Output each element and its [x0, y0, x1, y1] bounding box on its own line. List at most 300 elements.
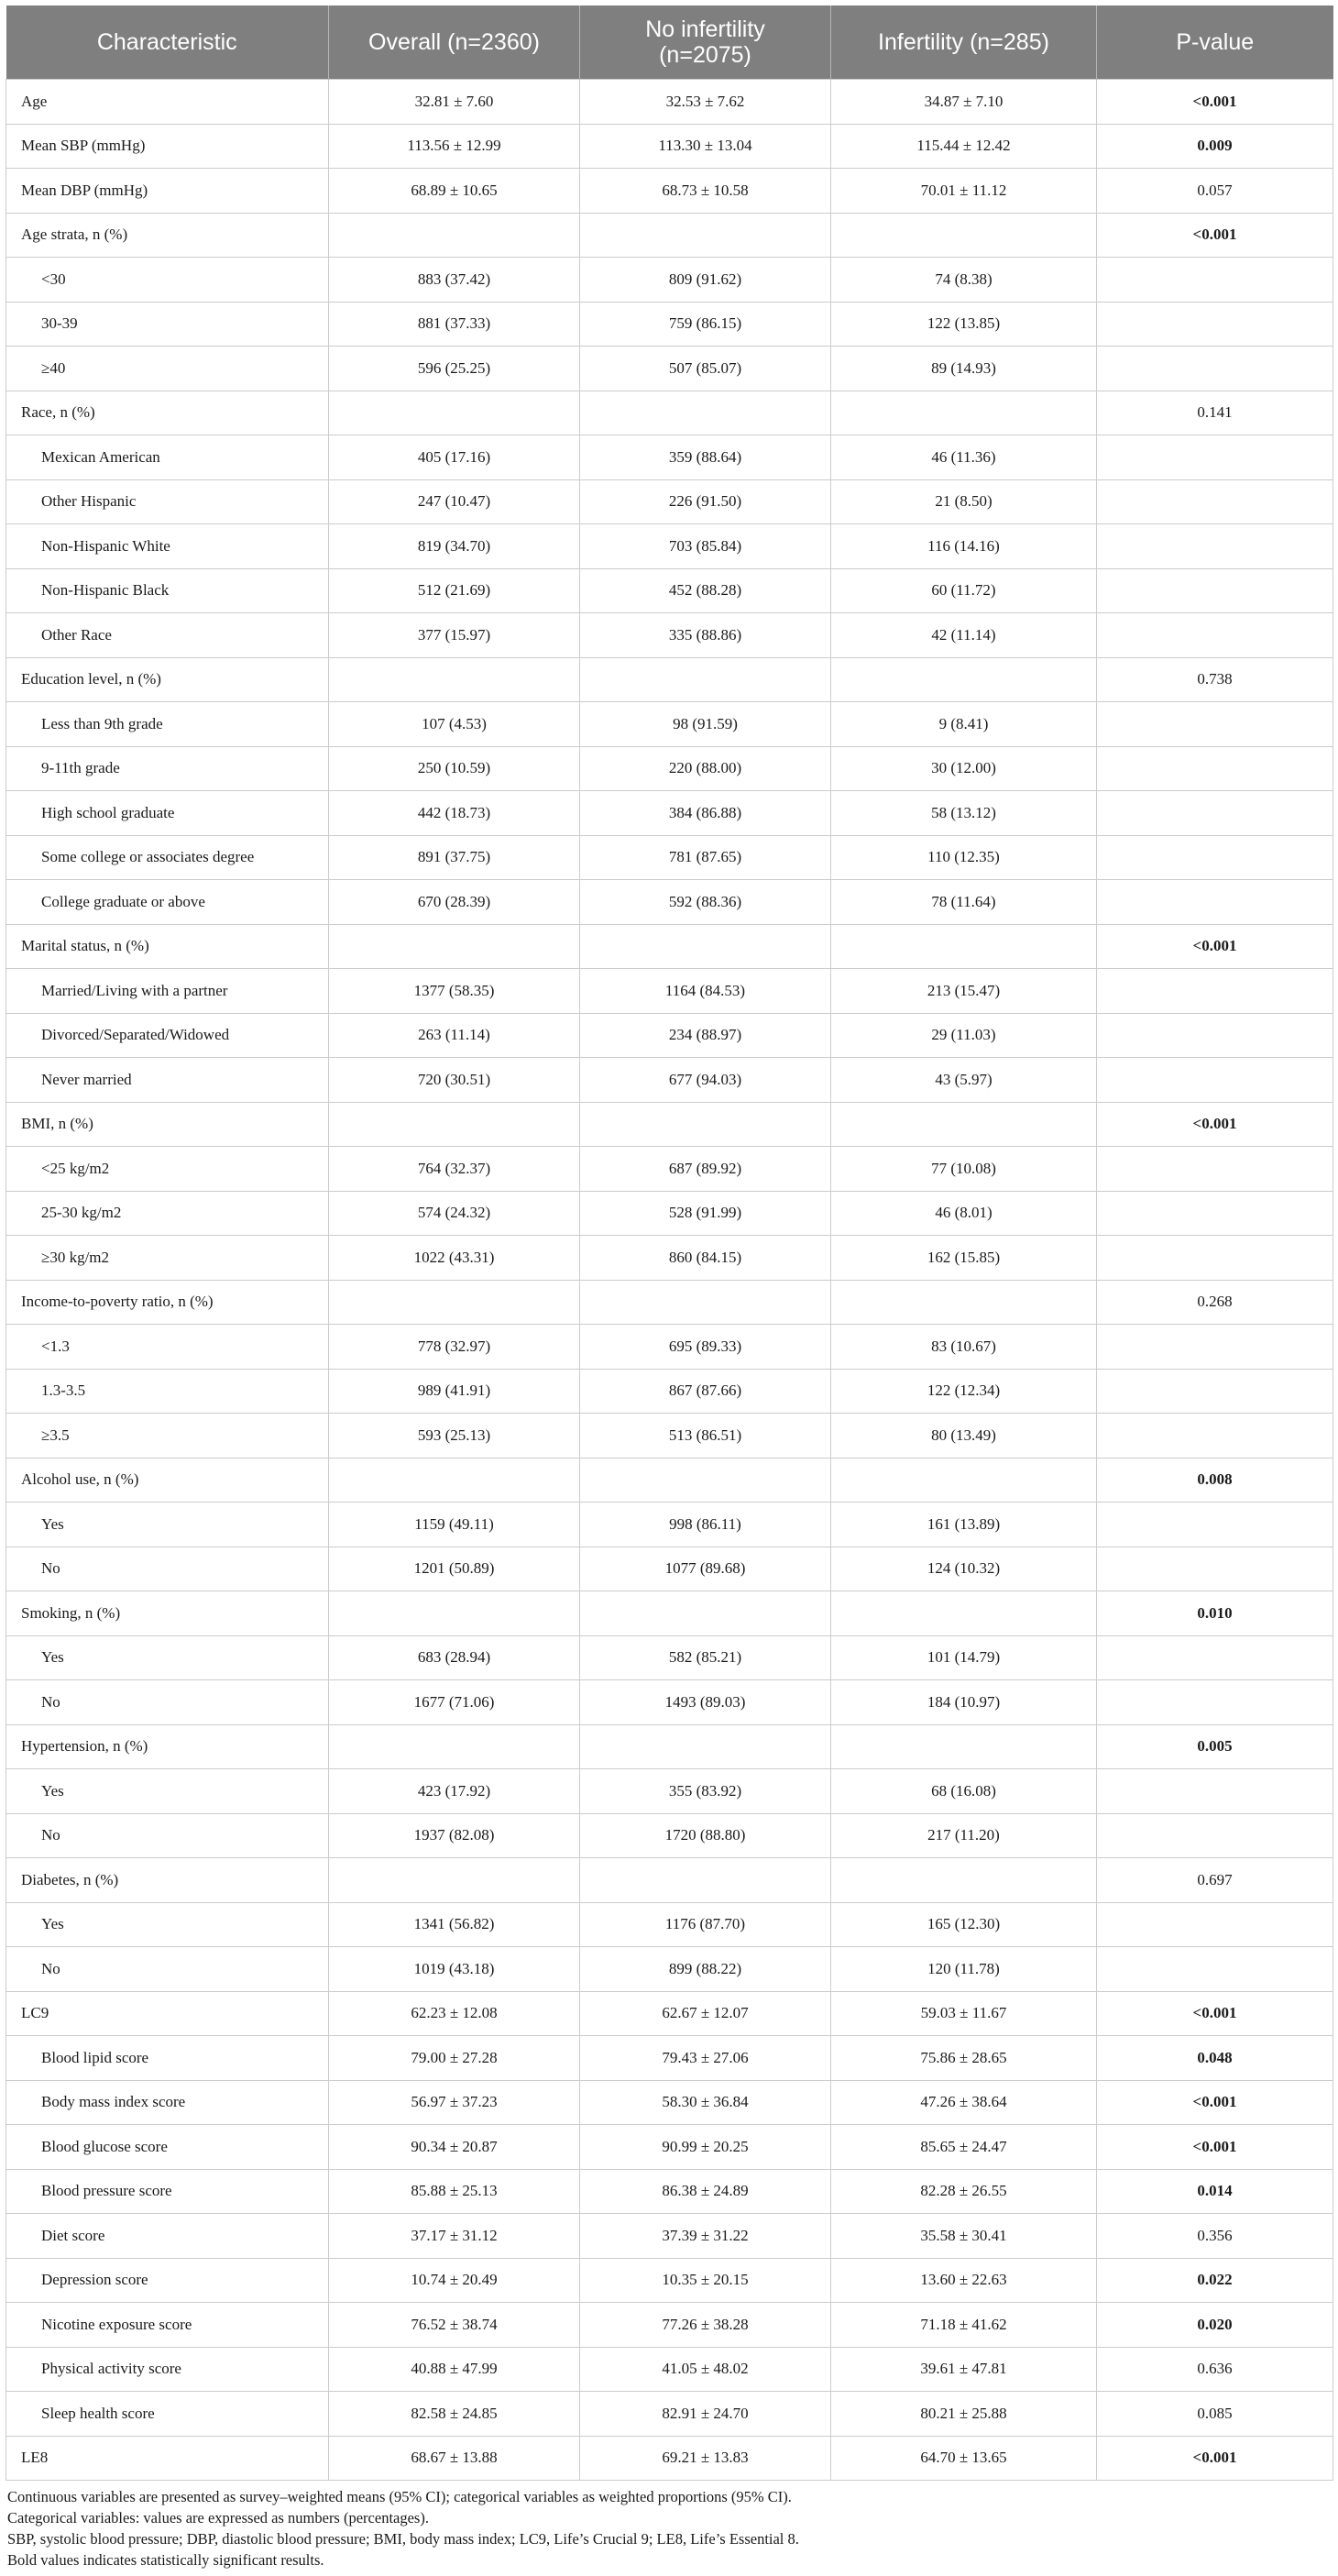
cell-no-infertility: 384 (86.88) [580, 791, 831, 836]
header-p-value: P-value [1097, 6, 1333, 80]
cell-no-infertility: 98 (91.59) [580, 702, 831, 747]
cell-infertility: 122 (12.34) [831, 1369, 1097, 1414]
row-label: Yes [6, 1769, 329, 1814]
row-label: College graduate or above [6, 880, 329, 925]
cell-overall: 68.89 ± 10.65 [329, 169, 580, 214]
cell-infertility [831, 657, 1097, 702]
row-label: 9-11th grade [6, 746, 329, 791]
table-row [6, 435, 1333, 480]
table-row [6, 1236, 1333, 1281]
cell-no-infertility: 687 (89.92) [580, 1147, 831, 1192]
cell-p-value: <0.001 [1097, 2436, 1333, 2481]
cell-p-value: 0.697 [1097, 1858, 1333, 1903]
row-label: Yes [6, 1902, 329, 1947]
cell-infertility [831, 924, 1097, 969]
cell-p-value [1097, 302, 1333, 347]
cell-no-infertility: 677 (94.03) [580, 1058, 831, 1103]
cell-no-infertility [580, 924, 831, 969]
cell-overall: 76.52 ± 38.74 [329, 2303, 580, 2348]
table-row [6, 1635, 1333, 1680]
cell-overall: 819 (34.70) [329, 524, 580, 569]
table-row [6, 791, 1333, 836]
row-label: Age strata, n (%) [6, 213, 329, 258]
cell-infertility [831, 1591, 1097, 1636]
row-label: Physical activity score [6, 2347, 329, 2392]
cell-no-infertility [580, 1724, 831, 1769]
table-row [6, 1902, 1333, 1947]
cell-p-value [1097, 479, 1333, 524]
cell-infertility [831, 1102, 1097, 1147]
row-label: Body mass index score [6, 2080, 329, 2125]
row-label: No [6, 1547, 329, 1591]
cell-infertility: 82.28 ± 26.55 [831, 2169, 1097, 2214]
cell-no-infertility [580, 1102, 831, 1147]
row-label: LC9 [6, 1991, 329, 2036]
cell-overall: 1937 (82.08) [329, 1813, 580, 1858]
cell-no-infertility: 998 (86.11) [580, 1503, 831, 1547]
table-row [6, 702, 1333, 747]
cell-p-value: 0.141 [1097, 391, 1333, 435]
row-label: Non-Hispanic White [6, 524, 329, 569]
cell-p-value [1097, 1236, 1333, 1281]
cell-no-infertility: 62.67 ± 12.07 [580, 1991, 831, 2036]
cell-infertility: 9 (8.41) [831, 702, 1097, 747]
row-label: ≥30 kg/m2 [6, 1236, 329, 1281]
table-row [6, 1147, 1333, 1192]
cell-no-infertility: 86.38 ± 24.89 [580, 2169, 831, 2214]
table-row [6, 80, 1333, 125]
cell-p-value: 0.048 [1097, 2036, 1333, 2081]
row-label: Hypertension, n (%) [6, 1724, 329, 1769]
cell-infertility: 217 (11.20) [831, 1813, 1097, 1858]
cell-infertility: 101 (14.79) [831, 1635, 1097, 1680]
cell-overall: 989 (41.91) [329, 1369, 580, 1414]
table-row [6, 657, 1333, 702]
cell-overall: 32.81 ± 7.60 [329, 80, 580, 125]
row-label: Blood lipid score [6, 2036, 329, 2081]
row-label: No [6, 1947, 329, 1992]
cell-no-infertility: 513 (86.51) [580, 1414, 831, 1459]
cell-overall: 56.97 ± 37.23 [329, 2080, 580, 2125]
cell-overall: 1341 (56.82) [329, 1902, 580, 1947]
footnote-line: Categorical variables: values are expressed as numbers (percentages). [7, 2509, 429, 2526]
cell-overall: 1201 (50.89) [329, 1547, 580, 1591]
cell-overall: 593 (25.13) [329, 1414, 580, 1459]
cell-p-value [1097, 1414, 1333, 1459]
cell-p-value [1097, 1813, 1333, 1858]
table-row [6, 1013, 1333, 1058]
cell-no-infertility: 41.05 ± 48.02 [580, 2347, 831, 2392]
cell-infertility: 59.03 ± 11.67 [831, 1991, 1097, 2036]
cell-no-infertility: 69.21 ± 13.83 [580, 2436, 831, 2481]
cell-overall: 891 (37.75) [329, 835, 580, 880]
table-row [6, 1458, 1333, 1503]
row-label: ≥40 [6, 347, 329, 391]
row-label: Yes [6, 1635, 329, 1680]
table-row [6, 1280, 1333, 1325]
cell-p-value [1097, 1769, 1333, 1814]
cell-infertility: 78 (11.64) [831, 880, 1097, 925]
cell-infertility: 165 (12.30) [831, 1902, 1097, 1947]
header-infertility: Infertility (n=285) [831, 6, 1097, 80]
cell-overall [329, 1724, 580, 1769]
cell-infertility: 71.18 ± 41.62 [831, 2303, 1097, 2348]
table-row [6, 2347, 1333, 2392]
row-label: Some college or associates degree [6, 835, 329, 880]
footnote-line: Continuous variables are presented as survey–weighted means (95% CI); categorical variables as weighted proportions (95% CI). [7, 2488, 792, 2505]
table-row [6, 1858, 1333, 1903]
row-label: Divorced/Separated/Widowed [6, 1013, 329, 1058]
cell-p-value [1097, 1325, 1333, 1370]
table-row [6, 213, 1333, 258]
cell-infertility: 64.70 ± 13.65 [831, 2436, 1097, 2481]
cell-no-infertility: 37.39 ± 31.22 [580, 2214, 831, 2259]
cell-overall [329, 1280, 580, 1325]
cell-overall [329, 657, 580, 702]
cell-overall: 596 (25.25) [329, 347, 580, 391]
cell-p-value: 0.356 [1097, 2214, 1333, 2259]
cell-infertility: 162 (15.85) [831, 1236, 1097, 1281]
cell-infertility: 116 (14.16) [831, 524, 1097, 569]
cell-no-infertility: 58.30 ± 36.84 [580, 2080, 831, 2125]
cell-overall: 113.56 ± 12.99 [329, 124, 580, 169]
cell-overall [329, 1591, 580, 1636]
cell-infertility: 120 (11.78) [831, 1947, 1097, 1992]
table-footnotes [5, 2486, 1333, 2570]
cell-overall: 79.00 ± 27.28 [329, 2036, 580, 2081]
cell-overall: 683 (28.94) [329, 1635, 580, 1680]
cell-infertility: 13.60 ± 22.63 [831, 2258, 1097, 2303]
cell-p-value: 0.008 [1097, 1458, 1333, 1503]
cell-p-value: 0.738 [1097, 657, 1333, 702]
row-label: <1.3 [6, 1325, 329, 1370]
cell-no-infertility [580, 1280, 831, 1325]
cell-infertility: 68 (16.08) [831, 1769, 1097, 1814]
row-label: 25-30 kg/m2 [6, 1191, 329, 1236]
cell-no-infertility: 899 (88.22) [580, 1947, 831, 1992]
table-row [6, 1102, 1333, 1147]
cell-infertility: 161 (13.89) [831, 1503, 1097, 1547]
cell-infertility [831, 1280, 1097, 1325]
table-row [6, 2125, 1333, 2170]
cell-infertility [831, 1858, 1097, 1903]
row-label: Never married [6, 1058, 329, 1103]
row-label: Nicotine exposure score [6, 2303, 329, 2348]
row-label: BMI, n (%) [6, 1102, 329, 1147]
cell-infertility: 58 (13.12) [831, 791, 1097, 836]
cell-no-infertility: 809 (91.62) [580, 258, 831, 303]
row-label: LE8 [6, 2436, 329, 2481]
row-label: Sleep health score [6, 2392, 329, 2437]
cell-p-value [1097, 1680, 1333, 1725]
table-row [6, 1591, 1333, 1636]
cell-p-value [1097, 1902, 1333, 1947]
cell-overall: 10.74 ± 20.49 [329, 2258, 580, 2303]
cell-no-infertility: 860 (84.15) [580, 1236, 831, 1281]
cell-no-infertility: 1164 (84.53) [580, 969, 831, 1014]
table-row [6, 880, 1333, 925]
table-row [6, 1503, 1333, 1547]
row-label: Depression score [6, 2258, 329, 2303]
cell-overall [329, 391, 580, 435]
cell-overall: 263 (11.14) [329, 1013, 580, 1058]
cell-infertility: 85.65 ± 24.47 [831, 2125, 1097, 2170]
cell-no-infertility: 68.73 ± 10.58 [580, 169, 831, 214]
table-row [6, 1058, 1333, 1103]
cell-infertility: 46 (8.01) [831, 1191, 1097, 1236]
row-label: Yes [6, 1503, 329, 1547]
table-row [6, 347, 1333, 391]
table-container [5, 6, 1333, 2570]
cell-infertility: 77 (10.08) [831, 1147, 1097, 1192]
cell-p-value: <0.001 [1097, 1102, 1333, 1147]
cell-infertility [831, 1724, 1097, 1769]
table-row [6, 568, 1333, 613]
cell-no-infertility: 220 (88.00) [580, 746, 831, 791]
row-label: Less than 9th grade [6, 702, 329, 747]
table-row [6, 2036, 1333, 2081]
cell-overall: 423 (17.92) [329, 1769, 580, 1814]
cell-infertility: 80 (13.49) [831, 1414, 1097, 1459]
cell-p-value [1097, 969, 1333, 1014]
cell-no-infertility: 452 (88.28) [580, 568, 831, 613]
cell-infertility: 115.44 ± 12.42 [831, 124, 1097, 169]
table-row [6, 924, 1333, 969]
cell-no-infertility: 32.53 ± 7.62 [580, 80, 831, 125]
cell-p-value [1097, 524, 1333, 569]
row-label: Mean DBP (mmHg) [6, 169, 329, 214]
table-row [6, 746, 1333, 791]
cell-infertility: 42 (11.14) [831, 613, 1097, 658]
row-label: Age [6, 80, 329, 125]
cell-overall: 1677 (71.06) [329, 1680, 580, 1725]
cell-infertility: 35.58 ± 30.41 [831, 2214, 1097, 2259]
row-label: No [6, 1680, 329, 1725]
cell-overall [329, 1102, 580, 1147]
cell-overall: 82.58 ± 24.85 [329, 2392, 580, 2437]
table-row [6, 169, 1333, 214]
cell-infertility: 124 (10.32) [831, 1547, 1097, 1591]
cell-no-infertility: 1077 (89.68) [580, 1547, 831, 1591]
cell-overall: 377 (15.97) [329, 613, 580, 658]
row-label: No [6, 1813, 329, 1858]
cell-p-value [1097, 1013, 1333, 1058]
cell-overall [329, 1458, 580, 1503]
table-row [6, 391, 1333, 435]
cell-no-infertility: 695 (89.33) [580, 1325, 831, 1370]
cell-overall: 512 (21.69) [329, 568, 580, 613]
table-row [6, 1325, 1333, 1370]
cell-no-infertility [580, 391, 831, 435]
cell-overall: 1019 (43.18) [329, 1947, 580, 1992]
cell-infertility: 213 (15.47) [831, 969, 1097, 1014]
cell-infertility: 29 (11.03) [831, 1013, 1097, 1058]
cell-p-value [1097, 347, 1333, 391]
cell-infertility: 184 (10.97) [831, 1680, 1097, 1725]
cell-overall [329, 1858, 580, 1903]
cell-infertility: 89 (14.93) [831, 347, 1097, 391]
cell-no-infertility: 234 (88.97) [580, 1013, 831, 1058]
cell-p-value [1097, 1547, 1333, 1591]
cell-infertility: 34.87 ± 7.10 [831, 80, 1097, 125]
cell-p-value: 0.005 [1097, 1724, 1333, 1769]
table-row [6, 2392, 1333, 2437]
cell-p-value: 0.009 [1097, 124, 1333, 169]
table-row [6, 1813, 1333, 1858]
cell-infertility: 47.26 ± 38.64 [831, 2080, 1097, 2125]
table-body [6, 80, 1333, 2481]
row-label: Diet score [6, 2214, 329, 2259]
table-row [6, 2303, 1333, 2348]
row-label: High school graduate [6, 791, 329, 836]
cell-p-value: 0.636 [1097, 2347, 1333, 2392]
cell-p-value [1097, 1503, 1333, 1547]
row-label: Alcohol use, n (%) [6, 1458, 329, 1503]
cell-overall: 778 (32.97) [329, 1325, 580, 1370]
cell-no-infertility: 77.26 ± 38.28 [580, 2303, 831, 2348]
cell-infertility: 21 (8.50) [831, 479, 1097, 524]
cell-no-infertility: 507 (85.07) [580, 347, 831, 391]
footnote-line: SBP, systolic blood pressure; DBP, diastolic blood pressure; BMI, body mass index; LC9, Life’s Crucial 9; LE8, Life’s Essential 8. [7, 2530, 799, 2548]
cell-no-infertility: 1176 (87.70) [580, 1902, 831, 1947]
cell-infertility: 39.61 ± 47.81 [831, 2347, 1097, 2392]
cell-overall: 881 (37.33) [329, 302, 580, 347]
row-label: Marital status, n (%) [6, 924, 329, 969]
row-label: 30-39 [6, 302, 329, 347]
cell-p-value [1097, 258, 1333, 303]
row-label: 1.3-3.5 [6, 1369, 329, 1414]
table-row [6, 1680, 1333, 1725]
cell-overall [329, 924, 580, 969]
table-row [6, 969, 1333, 1014]
cell-overall: 68.67 ± 13.88 [329, 2436, 580, 2481]
cell-p-value: <0.001 [1097, 2125, 1333, 2170]
cell-no-infertility: 79.43 ± 27.06 [580, 2036, 831, 2081]
cell-p-value: <0.001 [1097, 213, 1333, 258]
footnote-line: Bold values indicates statistically significant results. [7, 2551, 324, 2569]
table-row [6, 1724, 1333, 1769]
cell-p-value [1097, 613, 1333, 658]
row-label: Diabetes, n (%) [6, 1858, 329, 1903]
cell-infertility: 30 (12.00) [831, 746, 1097, 791]
row-label: Education level, n (%) [6, 657, 329, 702]
cell-overall: 1022 (43.31) [329, 1236, 580, 1281]
cell-p-value: 0.085 [1097, 2392, 1333, 2437]
cell-no-infertility: 335 (88.86) [580, 613, 831, 658]
cell-no-infertility: 1720 (88.80) [580, 1813, 831, 1858]
table-row [6, 302, 1333, 347]
cell-no-infertility: 90.99 ± 20.25 [580, 2125, 831, 2170]
cell-no-infertility [580, 657, 831, 702]
cell-overall: 85.88 ± 25.13 [329, 2169, 580, 2214]
row-label: Other Race [6, 613, 329, 658]
cell-infertility: 122 (13.85) [831, 302, 1097, 347]
row-label: Married/Living with a partner [6, 969, 329, 1014]
cell-p-value: 0.014 [1097, 2169, 1333, 2214]
cell-overall: 250 (10.59) [329, 746, 580, 791]
row-label: Other Hispanic [6, 479, 329, 524]
table-row [6, 1369, 1333, 1414]
cell-overall: 670 (28.39) [329, 880, 580, 925]
cell-overall: 405 (17.16) [329, 435, 580, 480]
cell-no-infertility: 528 (91.99) [580, 1191, 831, 1236]
cell-p-value [1097, 1947, 1333, 1992]
table-header [6, 6, 1333, 80]
cell-p-value: 0.022 [1097, 2258, 1333, 2303]
table-row [6, 2258, 1333, 2303]
row-label: <25 kg/m2 [6, 1147, 329, 1192]
cell-overall: 574 (24.32) [329, 1191, 580, 1236]
cell-overall: 1377 (58.35) [329, 969, 580, 1014]
table-row [6, 1547, 1333, 1591]
cell-overall: 247 (10.47) [329, 479, 580, 524]
row-label: Blood glucose score [6, 2125, 329, 2170]
row-label: Race, n (%) [6, 391, 329, 435]
cell-overall: 442 (18.73) [329, 791, 580, 836]
cell-overall: 40.88 ± 47.99 [329, 2347, 580, 2392]
row-label: Smoking, n (%) [6, 1591, 329, 1636]
cell-p-value: <0.001 [1097, 1991, 1333, 2036]
row-label: ≥3.5 [6, 1414, 329, 1459]
row-label: Mexican American [6, 435, 329, 480]
cell-p-value: 0.020 [1097, 2303, 1333, 2348]
row-label: <30 [6, 258, 329, 303]
cell-infertility [831, 213, 1097, 258]
table-row [6, 613, 1333, 658]
cell-no-infertility: 10.35 ± 20.15 [580, 2258, 831, 2303]
cell-overall: 720 (30.51) [329, 1058, 580, 1103]
cell-infertility: 46 (11.36) [831, 435, 1097, 480]
cell-no-infertility: 582 (85.21) [580, 1635, 831, 1680]
row-label: Non-Hispanic Black [6, 568, 329, 613]
cell-p-value [1097, 1147, 1333, 1192]
cell-infertility: 70.01 ± 11.12 [831, 169, 1097, 214]
cell-overall: 107 (4.53) [329, 702, 580, 747]
cell-infertility: 110 (12.35) [831, 835, 1097, 880]
cell-no-infertility: 781 (87.65) [580, 835, 831, 880]
cell-no-infertility: 867 (87.66) [580, 1369, 831, 1414]
header-row [6, 6, 1333, 80]
cell-p-value [1097, 702, 1333, 747]
cell-p-value: <0.001 [1097, 924, 1333, 969]
cell-p-value [1097, 1191, 1333, 1236]
cell-overall: 1159 (49.11) [329, 1503, 580, 1547]
header-overall: Overall (n=2360) [329, 6, 580, 80]
cell-overall: 764 (32.37) [329, 1147, 580, 1192]
table-row [6, 1769, 1333, 1814]
cell-infertility [831, 391, 1097, 435]
cell-no-infertility: 113.30 ± 13.04 [580, 124, 831, 169]
cell-p-value [1097, 435, 1333, 480]
cell-p-value [1097, 568, 1333, 613]
cell-overall [329, 213, 580, 258]
cell-overall: 90.34 ± 20.87 [329, 2125, 580, 2170]
cell-infertility: 83 (10.67) [831, 1325, 1097, 1370]
cell-infertility: 43 (5.97) [831, 1058, 1097, 1103]
cell-overall: 883 (37.42) [329, 258, 580, 303]
cell-p-value [1097, 835, 1333, 880]
cell-infertility [831, 1458, 1097, 1503]
cell-no-infertility: 359 (88.64) [580, 435, 831, 480]
cell-no-infertility: 355 (83.92) [580, 1769, 831, 1814]
row-label: Blood pressure score [6, 2169, 329, 2214]
table-row [6, 2436, 1333, 2481]
table-row [6, 2214, 1333, 2259]
table-row [6, 1414, 1333, 1459]
table-row [6, 2080, 1333, 2125]
characteristics-table [5, 6, 1333, 2481]
cell-no-infertility: 592 (88.36) [580, 880, 831, 925]
